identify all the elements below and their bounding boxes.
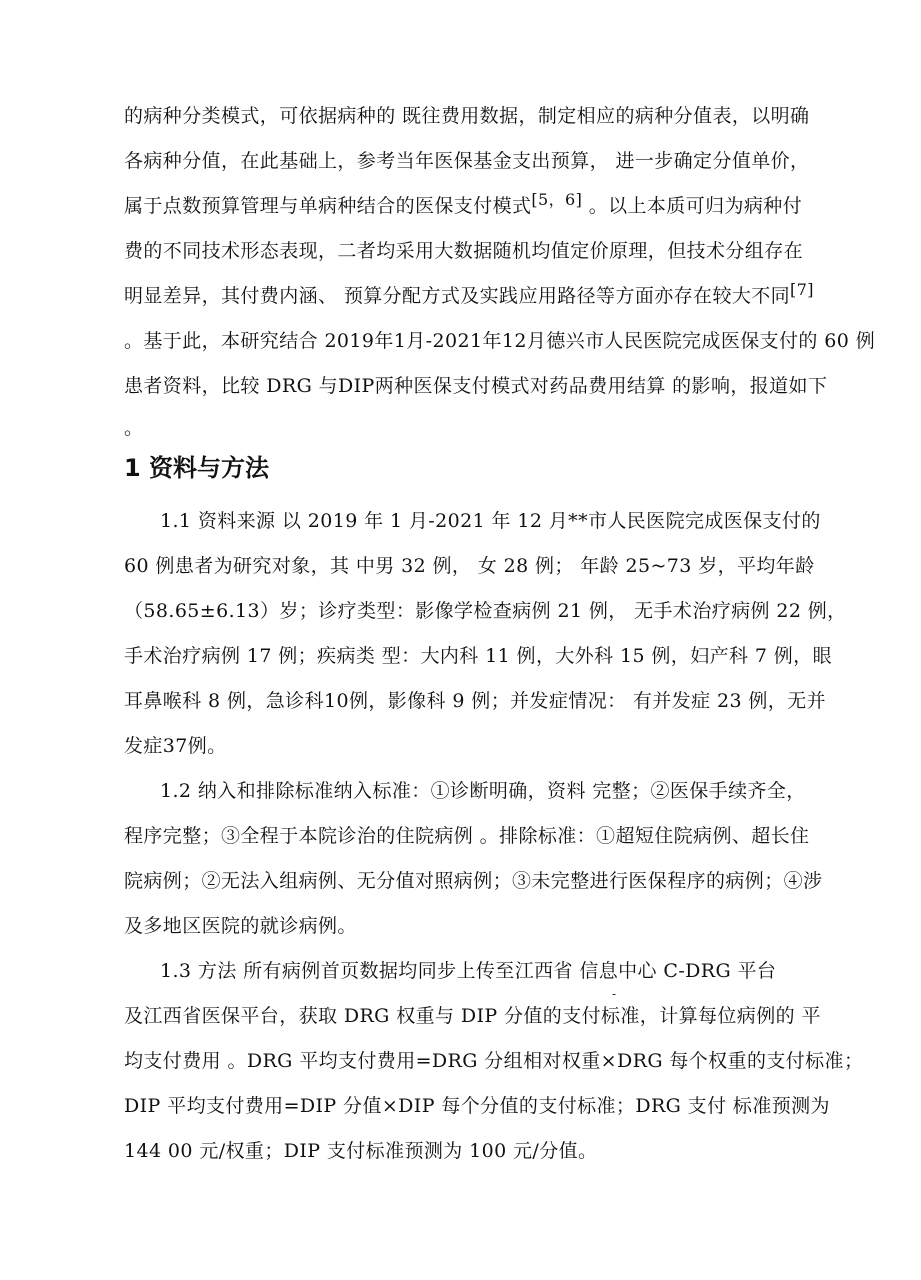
s1-1-line-4: 手术治疗病例 17 例；疾病类 型：大内科 11 例，大外科 15 例，妇产科 7 例，眼 [124,645,832,667]
intro-line-3 [124,190,804,218]
s1-1-line-6: 发症37例。 [124,735,227,757]
s1-1-line-2: 60 例患者为研究对象，其 中男 32 例， 女 28 例； 年龄 25~73 岁，平均年龄 [124,555,815,577]
s1-2-line-3: 院病例；②无法入组病例、无分值对照病例；③未完整进行医保程序的病例；④涉 [124,870,823,892]
intro-line-3-text: 属于点数预算管理与单病种结合的医保支付模式 [124,195,532,217]
s1-3-line-3: 均支付费用 。DRG 平均支付费用=DRG 分组相对权重×DRG 每个权重的支付标准； [124,1050,864,1072]
s1-2-line-1: 1.2 纳入和排除标准纳入标准：①诊断明确，资料 完整；②医保手续齐全， [160,780,806,802]
intro-line-7: 患者资料，比较 DRG 与DIP两种医保支付模式对药品费用结算 的影响，报道如下 [124,375,828,397]
intro-line-8: 。 [124,417,144,439]
s1-3-line-5: 144 00 元/权重；DIP 支付标准预测为 100 元/分值。 [124,1140,598,1162]
intro-line-5 [124,280,814,308]
s1-1-line-5: 耳鼻喉科 8 例，急诊科10例，影像科 9 例；并发症情况： 有并发症 23 例，无并 [124,690,827,712]
intro-line-6: 。基于此，本研究结合 2019年1月-2021年12月德兴市人民医院完成医保支付的 60 例 [124,330,876,352]
s1-1-line-1: 1.1 资料来源 以 2019 年 1 月-2021 年 12 月**市人民医院完成医保支付的 [160,510,821,532]
s1-2-line-2: 程序完整；③全程于本院诊治的住院病例 。排除标准：①超短住院病例、超长住 [124,825,810,847]
intro-line-3-tail: 。以上本质可归为病种付 [582,195,803,217]
tick-mark: - [612,987,617,1001]
intro-line-5-text: 明显差异，其付费内涵、 预算分配方式及实践应用路径等方面亦存在较大不同 [124,285,791,307]
intro-line-1: 的病种分类模式，可依据病种的 既往费用数据，制定相应的病种分值表，以明确 [124,105,810,127]
citation-5-6: [5，6] [531,190,583,209]
s1-1-line-3: （58.65±6.13）岁；诊疗类型：影像学检查病例 21 例， 无手术治疗病例 22 例， [124,600,847,622]
section-heading: 1 资料与方法 [124,454,270,482]
s1-3-line-4: DIP 平均支付费用=DIP 分值×DIP 每个分值的支付标准；DRG 支付 标准预测为 [124,1095,830,1117]
intro-line-4: 费的不同技术形态表现，二者均采用大数据随机均值定价原理，但技术分组存在 [124,240,804,262]
s1-2-line-4: 及多地区医院的就诊病例。 [124,915,357,937]
citation-7: [7] [790,280,814,299]
s1-3-line-2: 及江西省医保平台，获取 DRG 权重与 DIP 分值的支付标准，计算每位病例的 平 [124,1005,821,1027]
intro-line-2: 各病种分值，在此基础上，参考当年医保基金支出预算， 进一步确定分值单价， [124,150,810,172]
s1-3-line-1: 1.3 方法 所有病例首页数据均同步上传至江西省 信息中心 C-DRG 平台 [160,960,777,982]
